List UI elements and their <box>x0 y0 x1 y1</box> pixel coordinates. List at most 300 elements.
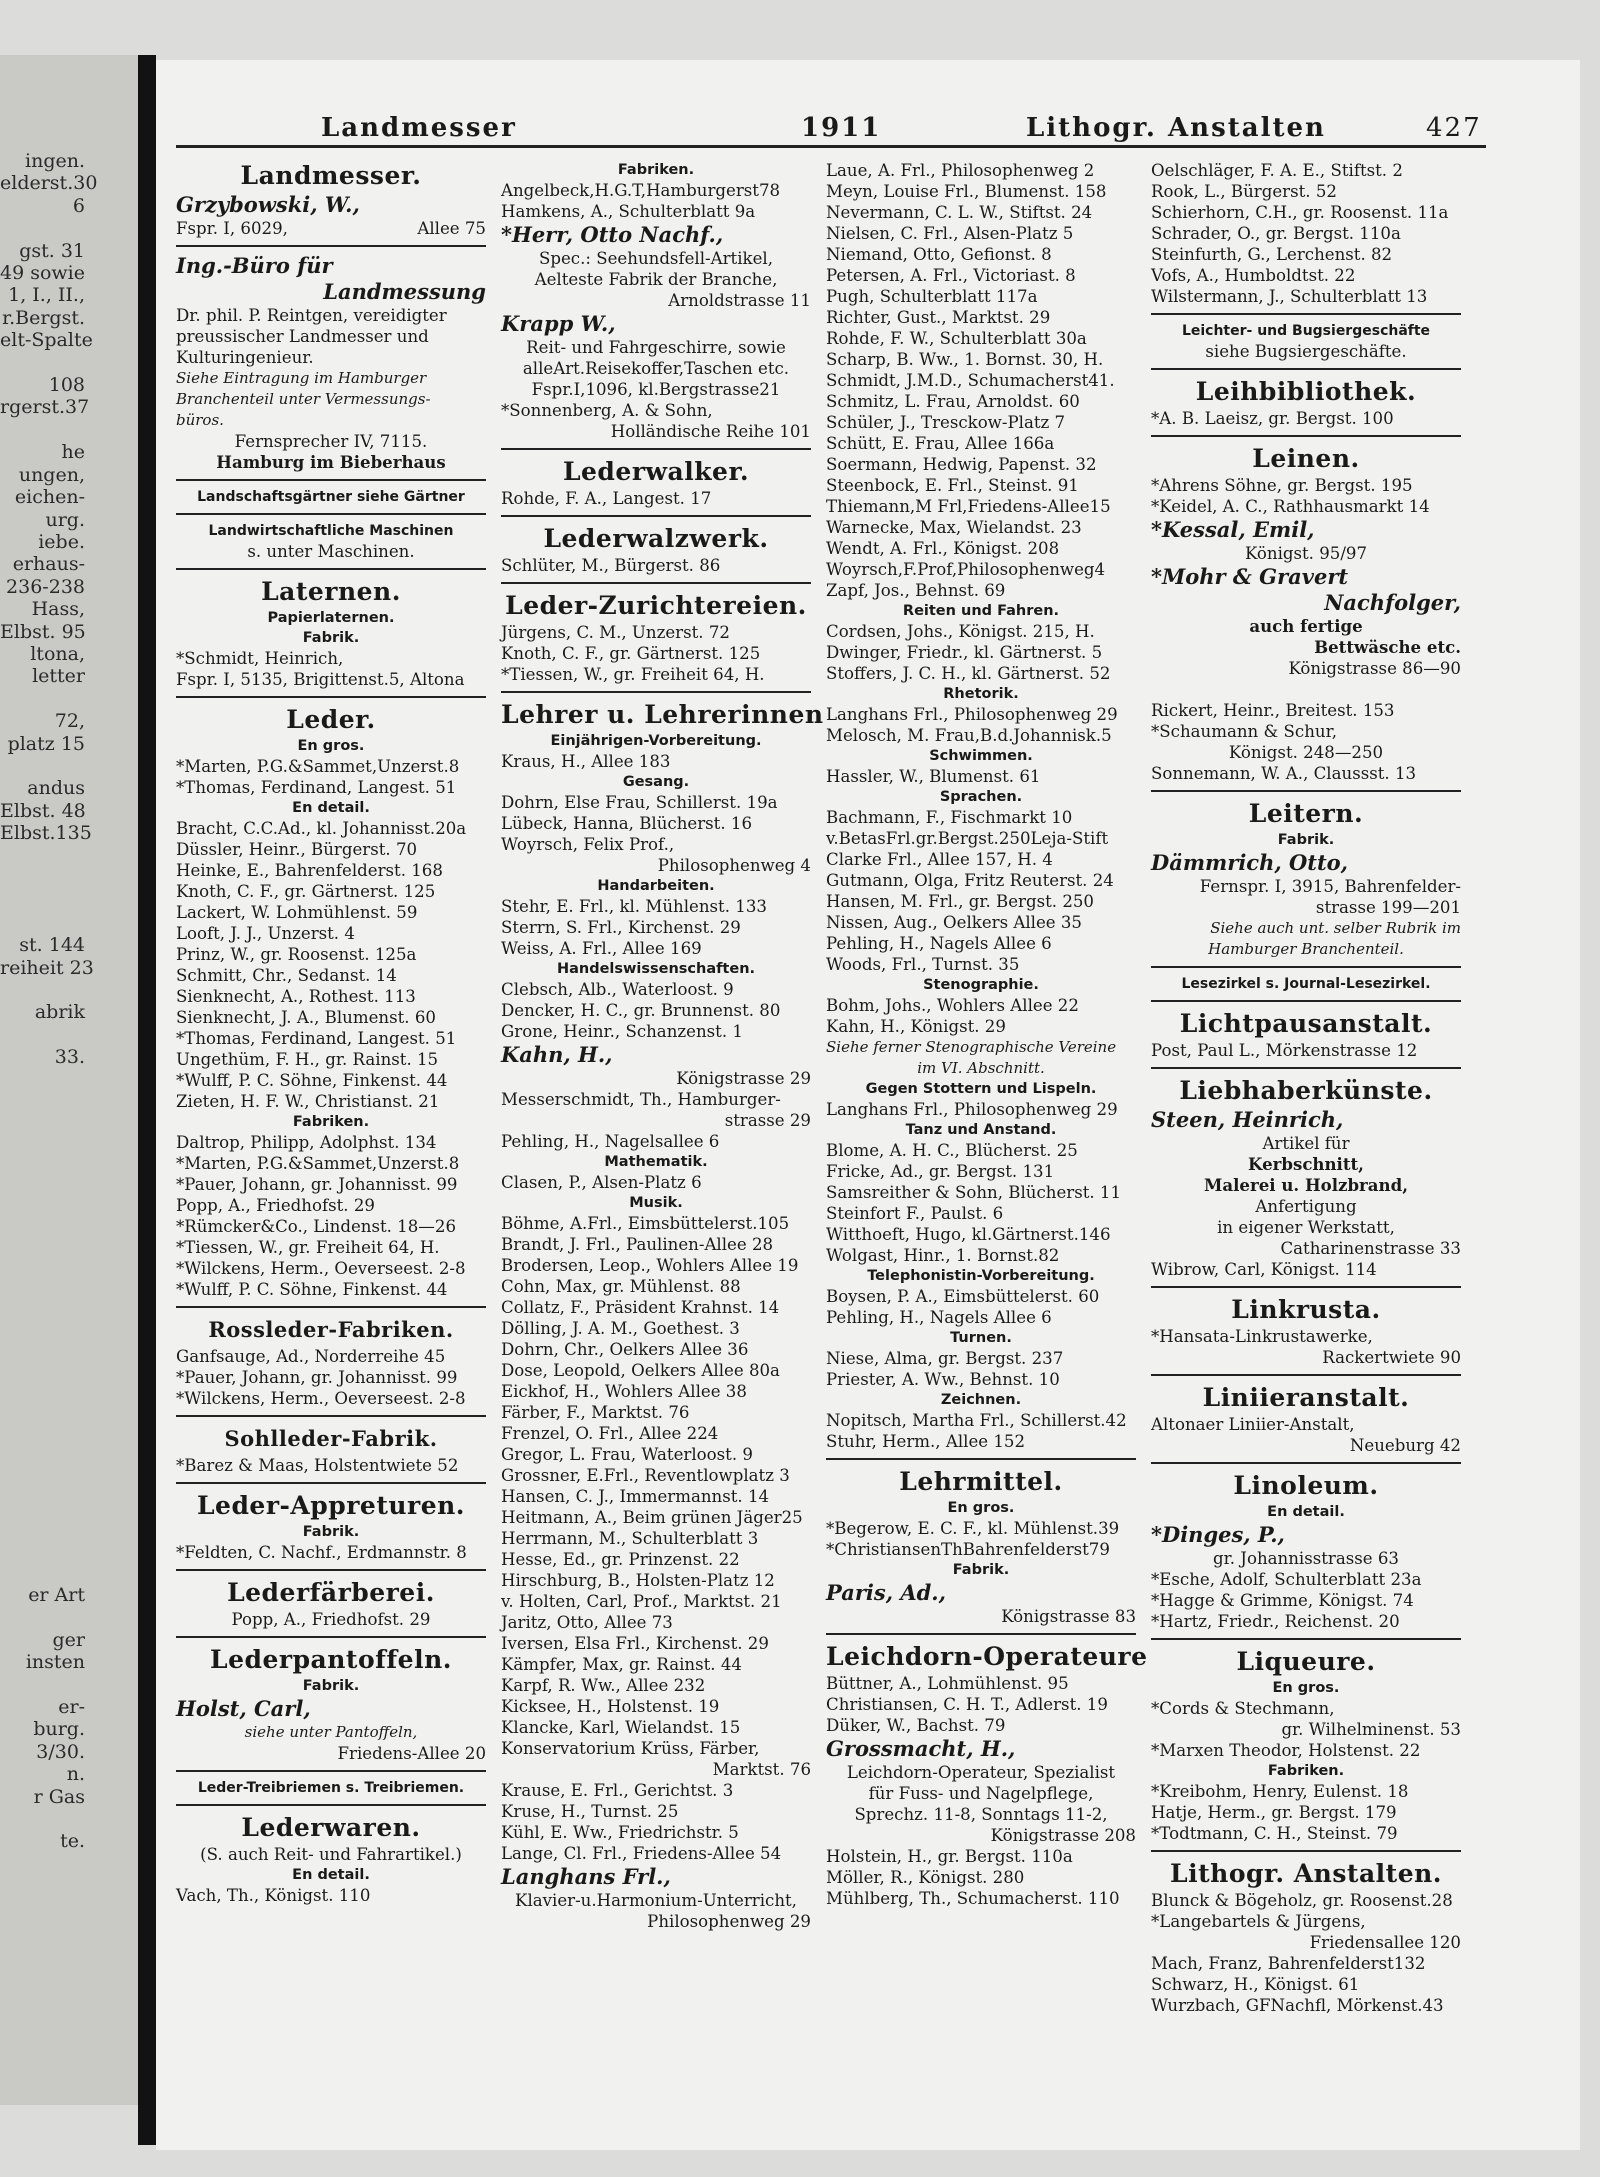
prev-page-line: er- <box>58 1696 85 1719</box>
subsection-label: Fabriken. <box>292 1114 370 1130</box>
prev-page-line: iebe. <box>38 530 85 553</box>
entry-line: Holstein, H., gr. Bergst. 110a <box>826 1847 1073 1866</box>
section-heading: Laternen. <box>261 577 401 606</box>
prev-page-line: ltona, <box>30 642 85 665</box>
entry-line: *A. B. Laeisz, gr. Bergst. 100 <box>1151 409 1394 428</box>
firm-name: *Herr, Otto Nachf., <box>501 222 724 247</box>
subsection-label: Musik. <box>629 1195 683 1211</box>
section-rule <box>176 1415 486 1417</box>
entry-line: Schüler, J., Tresckow-Platz 7 <box>826 413 1066 432</box>
prev-page-line: ungen, <box>18 463 85 486</box>
prev-page-line: Elbst.135 <box>0 822 92 845</box>
firm-name: Grzybowski, W., <box>176 192 360 217</box>
entry-line: Klancke, Karl, Wielandst. 15 <box>501 1718 741 1737</box>
prev-page-line: reiheit 23 <box>0 956 94 979</box>
entry-line: Färber, F., Marktst. 76 <box>501 1403 690 1422</box>
entry-line: Grone, Heinr., Schanzenst. 1 <box>501 1022 743 1041</box>
section-heading: Lederwaren. <box>241 1813 421 1842</box>
prev-page-line <box>0 1405 85 1427</box>
entry-line: Vofs, A., Humboldtst. 22 <box>1151 266 1356 285</box>
entry-line: Richter, Gust., Marktst. 29 <box>826 308 1051 327</box>
entry-line: Nopitsch, Martha Frl., Schillerst.42 <box>826 1411 1127 1430</box>
entry-phone: Fspr. I, 6029, <box>176 219 288 238</box>
entry-line: v.BetasFrl.gr.Bergst.250Leja-Stift <box>826 829 1109 848</box>
entry-line: Hirschburg, B., Holsten-Platz 12 <box>501 1571 775 1590</box>
entry-line: *Cords & Stechmann, <box>1151 1699 1335 1718</box>
emphasis-line: Kerbschnitt, <box>1248 1154 1364 1174</box>
entry-line: Langhans Frl., Philosophenweg 29 <box>826 705 1118 724</box>
entry-line: Friedens-Allee 20 <box>337 1744 486 1763</box>
note-line: Siehe Eintragung im Hamburger <box>176 369 427 387</box>
prev-page-line <box>0 1113 85 1135</box>
entry-line: Steinfurth, G., Lerchenst. 82 <box>1151 245 1393 264</box>
entry-line: *Rümcker&Co., Lindenst. 18—26 <box>176 1217 457 1236</box>
section-heading: Lehrer u. Lehrerinnen <box>501 700 824 729</box>
prev-page-line: 6 <box>72 194 85 217</box>
prev-page-line <box>0 1091 85 1113</box>
prev-page-line: n. <box>66 1763 85 1786</box>
section-heading: Liniieranstalt. <box>1202 1383 1410 1412</box>
prev-page-line <box>0 1315 85 1337</box>
entry-line: *Feldten, C. Nachf., Erdmannstr. 8 <box>176 1543 467 1562</box>
entry-line: *Marxen Theodor, Holstenst. 22 <box>1151 1741 1421 1760</box>
section-heading: Lederwalker. <box>562 457 750 486</box>
entry-line: Bohm, Johs., Wohlers Allee 22 <box>826 996 1079 1015</box>
prev-page-line <box>0 1674 85 1696</box>
section-heading: Linkrusta. <box>1231 1295 1381 1324</box>
section-rule <box>1151 966 1461 968</box>
entry-line: Marktst. 76 <box>712 1760 811 1779</box>
entry-line: Herrmann, M., Schulterblatt 3 <box>501 1529 759 1548</box>
entry-line: Dose, Leopold, Oelkers Allee 80a <box>501 1361 780 1380</box>
subsection-label: En detail. <box>292 800 370 816</box>
prev-page-line <box>0 419 85 441</box>
entry-line: *Hagge & Grimme, Königst. 74 <box>1151 1591 1414 1610</box>
entry-line: Rook, L., Bürgerst. 52 <box>1151 182 1337 201</box>
note-line: siehe unter Pantoffeln, <box>244 1723 418 1741</box>
entry-line: Königstrasse 29 <box>676 1069 811 1088</box>
prev-page-line: 33. <box>54 1046 85 1069</box>
prev-page-line: rgerst.37 <box>0 396 90 419</box>
section-heading: Liqueure. <box>1236 1647 1376 1676</box>
entry-line: Priester, A. Ww., Behnst. 10 <box>826 1370 1060 1389</box>
entry-line: *Kreibohm, Henry, Eulenst. 18 <box>1151 1782 1409 1801</box>
prev-page-line <box>0 1293 85 1315</box>
header-left-keyword: Landmesser <box>321 113 517 143</box>
section-heading: Leitern. <box>1248 799 1364 828</box>
section-rule <box>1151 790 1461 792</box>
entry-line: Ganfsauge, Ad., Norderreihe 45 <box>176 1347 446 1366</box>
entry-line: *Schaumann & Schur, <box>1151 722 1337 741</box>
entry-line: Schlüter, M., Bürgerst. 86 <box>501 556 721 575</box>
note-line: Hamburger Branchenteil. <box>1208 940 1404 958</box>
prev-page-line <box>0 912 85 934</box>
entry-line: alleArt.Reisekoffer,Taschen etc. <box>522 359 790 378</box>
entry-line: Woyrsch, Felix Prof., <box>501 835 675 854</box>
subsection-label: Fabrik. <box>302 630 360 646</box>
entry-line: Mühlberg, Th., Schumacherst. 110 <box>826 1889 1120 1908</box>
previous-page-fragment <box>0 150 98 2000</box>
subsection-label: Stenographie. <box>923 977 1039 993</box>
section-heading: Leinen. <box>1252 444 1360 473</box>
entry-line: Nissen, Aug., Oelkers Allee 35 <box>826 913 1082 932</box>
prev-page-line: elt-Spalte <box>0 329 93 352</box>
section-heading: Lichtpausanstalt. <box>1179 1009 1433 1038</box>
entry-line <box>176 218 486 239</box>
firm-name: Grossmacht, H., <box>826 1736 1016 1761</box>
entry-line: Lange, Cl. Frl., Friedens-Allee 54 <box>501 1844 782 1863</box>
entry-line: Neueburg 42 <box>1349 1436 1461 1455</box>
entry-line: Nielsen, C. Frl., Alsen-Platz 5 <box>826 224 1074 243</box>
entry-line: Prinz, W., gr. Roosenst. 125a <box>176 945 417 964</box>
subsection-label: Fabrik. <box>302 1524 360 1540</box>
entry-line: Wibrow, Carl, Königst. 114 <box>1151 1260 1377 1279</box>
entry-line: *Pauer, Johann, gr. Johannisst. 99 <box>176 1175 458 1194</box>
entry-line: Sterrn, S. Frl., Kirchenst. 29 <box>501 918 741 937</box>
entry-line: Krause, E. Frl., Gerichtst. 3 <box>501 1781 734 1800</box>
section-rule <box>1151 368 1461 370</box>
entry-line: Sienknecht, A., Rothest. 113 <box>176 987 416 1006</box>
prev-page-line: andus <box>27 777 85 800</box>
entry-line: Dencker, H. C., gr. Brunnenst. 80 <box>501 1001 781 1020</box>
entry-line: Königst. 248—250 <box>1228 743 1384 762</box>
prev-page-line <box>0 1606 85 1628</box>
section-heading: Leichdorn-Operateure <box>826 1642 1148 1671</box>
prev-page-line: eichen- <box>14 486 85 509</box>
column-3 <box>826 160 1148 2050</box>
entry-line: für Fuss- und Nagelpflege, <box>868 1784 1094 1803</box>
entry-line: Hansen, C. J., Immermannst. 14 <box>501 1487 770 1506</box>
entry-line: Zapf, Jos., Behnst. 69 <box>826 581 1006 600</box>
entry-line: Clebsch, Alb., Waterloost. 9 <box>501 980 734 999</box>
entry-line: Fernspr. I, 3915, Bahrenfelder- <box>1199 877 1461 896</box>
prev-page-line <box>0 1270 85 1292</box>
subsection-label: Schwimmen. <box>929 748 1033 764</box>
entry-line: Schrader, O., gr. Bergst. 110a <box>1151 224 1401 243</box>
entry-line: *Esche, Adolf, Schulterblatt 23a <box>1151 1570 1422 1589</box>
entry-line: Dohrn, Chr., Oelkers Allee 36 <box>501 1340 749 1359</box>
prev-page-line: urg. <box>45 508 85 531</box>
prev-page-line: 236-238 <box>6 575 85 598</box>
entry-line: Heitmann, A., Beim grünen Jäger25 <box>501 1508 803 1527</box>
entry-line: Holländische Reihe 101 <box>610 422 811 441</box>
entry-line: Artikel für <box>1262 1134 1350 1153</box>
entry-line: *Ahrens Söhne, gr. Bergst. 195 <box>1151 476 1413 495</box>
section-rule <box>1151 1638 1461 1640</box>
entry-line: Popp, A., Friedhofst. 29 <box>231 1610 431 1629</box>
entry-line: *Marten, P.G.&Sammet,Unzerst.8 <box>176 1154 460 1173</box>
entry-line: *Sonnenberg, A. & Sohn, <box>501 401 713 420</box>
entry-address: Allee 75 <box>417 219 486 238</box>
entry-line: Rickert, Heinr., Breitest. 153 <box>1151 701 1395 720</box>
entry-line: Düssler, Heinr., Bürgerst. 70 <box>176 840 418 859</box>
firm-name: Langhans Frl., <box>501 1864 671 1889</box>
section-rule <box>1151 1462 1461 1464</box>
entry-line: Stehr, E. Frl., kl. Mühlenst. 133 <box>501 897 767 916</box>
prev-page-line <box>0 1562 85 1584</box>
subsection-label: Sprachen. <box>939 789 1023 805</box>
section-rule <box>1151 435 1461 437</box>
emphasis-line: Bettwäsche etc. <box>1314 637 1461 657</box>
subsection-label: Fabrik. <box>302 1678 360 1694</box>
prev-page-line: Elbst. 95 <box>0 620 86 643</box>
entry-line: Rohde, F. A., Langest. 17 <box>501 489 712 508</box>
column-4 <box>1151 160 1461 2050</box>
firm-name: Ing.-Büro für <box>176 253 333 278</box>
subsection-label: Gegen Stottern und Lispeln. <box>865 1081 1097 1097</box>
prev-page-line: te. <box>60 1830 85 1853</box>
subsection-label: Einjährigen-Vorbereitung. <box>550 733 762 749</box>
entry-line: Langhans Frl., Philosophenweg 29 <box>826 1100 1118 1119</box>
entry-line: Soermann, Hedwig, Papenst. 32 <box>826 455 1097 474</box>
cross-reference: Leder-Treibriemen s. Treibriemen. <box>197 1780 465 1796</box>
section-heading: Rossleder-Fabriken. <box>208 1317 454 1342</box>
firm-name: *Mohr & Gravert <box>1151 564 1349 589</box>
entry-line: Samsreither & Sohn, Blücherst. 11 <box>826 1183 1122 1202</box>
section-rule <box>176 696 486 698</box>
entry-line: strasse 199—201 <box>1315 898 1461 917</box>
entry-line: Dölling, J. A. M., Goethest. 3 <box>501 1319 740 1338</box>
entry-line: Sienknecht, J. A., Blumenst. 60 <box>176 1008 436 1027</box>
prev-page-line: burg. <box>33 1718 85 1741</box>
firm-name: Steen, Heinrich, <box>1151 1107 1344 1132</box>
section-rule <box>176 1306 486 1308</box>
entry-line: Hesse, Ed., gr. Prinzenst. 22 <box>501 1550 740 1569</box>
prev-page-line: ger <box>52 1628 85 1651</box>
firm-name: Landmessung <box>323 279 486 304</box>
prev-page-line: r Gas <box>33 1785 85 1808</box>
prev-page-line: er Art <box>28 1584 85 1606</box>
prev-page-line: 1, I., II., <box>8 284 85 307</box>
entry-line: Blome, A. H. C., Blücherst. 25 <box>826 1141 1078 1160</box>
prev-page-line: 72, <box>54 710 85 733</box>
section-rule <box>176 1770 486 1772</box>
entry-line: Looft, J. J., Unzerst. 4 <box>176 924 355 943</box>
entry-line: Hatje, Herm., gr. Bergst. 179 <box>1151 1803 1397 1822</box>
entry-line: v. Holten, Carl, Prof., Marktst. 21 <box>501 1592 782 1611</box>
prev-page-line: 108 <box>48 374 85 397</box>
entry-line: (S. auch Reit- und Fahrartikel.) <box>200 1845 462 1864</box>
entry-line: Philosophenweg 29 <box>647 1912 811 1931</box>
entry-line: Klavier-u.Harmonium-Unterricht, <box>515 1891 797 1910</box>
entry-line: Königst. 95/97 <box>1244 544 1368 563</box>
prev-page-line: Elbst. 48 <box>0 799 86 822</box>
entry-line: Fspr. I, 5135, Brigittenst.5, Altona <box>176 670 465 689</box>
entry-line: Kruse, H., Turnst. 25 <box>501 1802 679 1821</box>
entry-line: Pehling, H., Nagels Allee 6 <box>826 934 1052 953</box>
entry-line: Stuhr, Herm., Allee 152 <box>826 1432 1026 1451</box>
entry-line: Steinfort F., Paulst. 6 <box>826 1204 1004 1223</box>
entry-line: *Wilckens, Herm., Oeverseest. 2-8 <box>176 1389 466 1408</box>
entry-line: Boysen, P. A., Eimsbüttelerst. 60 <box>826 1287 1100 1306</box>
prev-page-line <box>0 1203 85 1225</box>
prev-page-line: 49 sowie <box>0 262 85 285</box>
entry-line: Königstrasse 208 <box>990 1826 1136 1845</box>
section-rule <box>176 1804 486 1806</box>
section-heading: Lederfärberei. <box>227 1578 435 1607</box>
entry-line: Niemand, Otto, Gefionst. 8 <box>826 245 1052 264</box>
subsection-label: Gesang. <box>622 774 690 790</box>
entry-line: Warnecke, Max, Wielandst. 23 <box>826 518 1082 537</box>
section-rule <box>1151 1067 1461 1069</box>
subsection-label: En gros. <box>947 1500 1015 1516</box>
prev-page-line <box>0 1450 85 1472</box>
entry-line: Gregor, L. Frau, Waterloost. 9 <box>501 1445 753 1464</box>
header-right-keyword: Lithogr. Anstalten <box>1026 113 1326 143</box>
entry-line <box>1151 679 1461 700</box>
prev-page-line <box>0 1069 85 1091</box>
entry-line: Heinke, E., Bahrenfelderst. 168 <box>176 861 443 880</box>
entry-line: Blunck & Bögeholz, gr. Roosenst.28 <box>1151 1891 1453 1910</box>
section-heading: Leder-Appreturen. <box>196 1491 466 1520</box>
entry-line: *Begerow, E. C. F., kl. Mühlenst.39 <box>826 1519 1120 1538</box>
prev-page-line <box>0 1158 85 1180</box>
entry-line: *Wilckens, Herm., Oeverseest. 2-8 <box>176 1259 466 1278</box>
section-heading: Lederwalzwerk. <box>543 524 769 553</box>
section-rule <box>826 1458 1136 1460</box>
subsection-label: Handelswissenschaften. <box>556 961 756 977</box>
entry-line: *Wulff, P. C. Söhne, Finkenst. 44 <box>176 1280 448 1299</box>
entry-line: Philosophenweg 4 <box>657 856 811 875</box>
subsection-label: Fabrik. <box>952 1562 1010 1578</box>
entry-line: Woods, Frl., Turnst. 35 <box>826 955 1020 974</box>
entry-line: Hassler, W., Blumenst. 61 <box>826 767 1041 786</box>
section-heading: Leder-Zurichtereien. <box>505 591 807 620</box>
entry-line: Bachmann, F., Fischmarkt 10 <box>826 808 1073 827</box>
entry-line: Kicksee, H., Holstenst. 19 <box>501 1697 720 1716</box>
entry-line: Sprechz. 11-8, Sonntags 11-2, <box>854 1805 1108 1824</box>
entry-line: Daltrop, Philipp, Adolphst. 134 <box>176 1133 437 1152</box>
entry-line: Arnoldstrasse 11 <box>668 291 811 310</box>
entry-line: Büttner, A., Lohmühlenst. 95 <box>826 1674 1069 1693</box>
entry-line: Thiemann,M Frl,Friedens-Allee15 <box>826 497 1111 516</box>
entry-line: Wilstermann, J., Schulterblatt 13 <box>1151 287 1428 306</box>
subsection-label: Papierlaternen. <box>267 610 395 626</box>
note-line: büros. <box>176 411 224 429</box>
section-heading: Lederpantoffeln. <box>210 1645 452 1674</box>
entry-line: Möller, R., Königst. 280 <box>826 1868 1025 1887</box>
section-heading: Landmesser. <box>240 161 422 190</box>
cross-reference: Landwirtschaftliche Maschinen <box>208 523 454 539</box>
firm-name: Paris, Ad., <box>826 1580 946 1605</box>
prev-page-line: erhaus- <box>12 553 85 576</box>
entry-line: Schütt, E. Frau, Allee 166a <box>826 434 1055 453</box>
subsection-label: Reiten und Fahren. <box>902 603 1060 619</box>
prev-page-line <box>0 352 85 374</box>
subsection-label: Fabrik. <box>1277 832 1335 848</box>
directory-page <box>156 60 1580 2150</box>
entry-line: preussischer Landmesser und <box>176 327 429 346</box>
prev-page-line: Hass, <box>31 598 85 621</box>
entry-line: s. unter Maschinen. <box>247 542 415 561</box>
entry-line: Niese, Alma, gr. Bergst. 237 <box>826 1349 1064 1368</box>
section-rule <box>176 479 486 481</box>
entry-line: Rackertwiete 90 <box>1322 1348 1461 1367</box>
entry-line: Kahn, H., Königst. 29 <box>826 1017 1006 1036</box>
entry-line: Rohde, F. W., Schulterblatt 30a <box>826 329 1087 348</box>
entry-line: Eickhof, H., Wohlers Allee 38 <box>501 1382 747 1401</box>
page-number: 427 <box>1426 113 1482 143</box>
prev-page-line: elderst.30 <box>0 172 98 195</box>
subsection-label: Tanz und Anstand. <box>905 1122 1057 1138</box>
prev-page-line <box>0 1382 85 1404</box>
header-year: 1911 <box>801 113 882 143</box>
entry-line: Cohn, Max, gr. Mühlenst. 88 <box>501 1277 741 1296</box>
entry-line: *Marten, P.G.&Sammet,Unzerst.8 <box>176 757 460 776</box>
entry-line: Lackert, W. Lohmühlenst. 59 <box>176 903 418 922</box>
subsection-label: Telephonistin-Vorbereitung. <box>867 1268 1095 1284</box>
prev-page-line: 3/30. <box>36 1740 85 1763</box>
prev-page-line: ingen. <box>25 150 85 172</box>
entry-line: Dohrn, Else Frau, Schillerst. 19a <box>501 793 778 812</box>
entry-line: *Hartz, Friedr., Reichenst. 20 <box>1151 1612 1400 1631</box>
firm-name: Dämmrich, Otto, <box>1151 850 1348 875</box>
firm-name: Krapp W., <box>501 311 616 336</box>
note-line: im VI. Abschnitt. <box>917 1059 1045 1077</box>
prev-page-line <box>0 1136 85 1158</box>
entry-line: Brandt, J. Frl., Paulinen-Allee 28 <box>501 1235 774 1254</box>
firm-name: *Kessal, Emil, <box>1151 517 1315 542</box>
prev-page-line <box>0 1472 85 1494</box>
section-heading: Leihbibliothek. <box>1195 377 1417 406</box>
entry-line: Wolgast, Hinr., 1. Bornst.82 <box>826 1246 1060 1265</box>
entry-line: Hamkens, A., Schulterblatt 9a <box>501 202 756 221</box>
entry-line: Düker, W., Bachst. 79 <box>826 1716 1006 1735</box>
cross-reference: Leichter- und Bugsiergeschäfte <box>1181 323 1431 339</box>
subsection-label: Turnen. <box>950 1330 1012 1346</box>
prev-page-line <box>0 1494 85 1516</box>
entry-line: Königstrasse 83 <box>1001 1607 1136 1626</box>
entry-line: siehe Bugsiergeschäfte. <box>1205 342 1407 361</box>
subsection-label: Zeichnen. <box>940 1392 1022 1408</box>
section-heading: Lehrmittel. <box>899 1467 1063 1496</box>
entry-line: Pehling, H., Nagelsallee 6 <box>501 1132 720 1151</box>
section-rule <box>1151 1000 1461 1002</box>
subsection-label: Fabriken. <box>1267 1763 1345 1779</box>
entry-line: Vach, Th., Königst. 110 <box>176 1886 371 1905</box>
entry-line: Post, Paul L., Mörkenstrasse 12 <box>1151 1041 1418 1060</box>
entry-line: Fspr.I,1096, kl.Bergstrasse21 <box>531 380 781 399</box>
entry-line: Böhme, A.Frl., Eimsbüttelerst.105 <box>501 1214 790 1233</box>
entry-line: *Tiessen, W., gr. Freiheit 64, H. <box>501 665 765 684</box>
entry-line: Knoth, C. F., gr. Gärtnerst. 125 <box>176 882 436 901</box>
entry-line: Kämpfer, Max, gr. Rainst. 44 <box>501 1655 742 1674</box>
prev-page-line <box>0 1360 85 1382</box>
prev-page-line <box>0 845 85 867</box>
emphasis-line: auch fertige <box>1249 616 1363 636</box>
section-heading: Linoleum. <box>1233 1471 1379 1500</box>
section-heading: Liebhaberkünste. <box>1179 1076 1433 1105</box>
entry-line: Knoth, C. F., gr. Gärtnerst. 125 <box>501 644 761 663</box>
entry-line: Kulturingenieur. <box>176 348 314 367</box>
entry-line: Brodersen, Leop., Wohlers Allee 19 <box>501 1256 799 1275</box>
entry-line: Witthoeft, Hugo, kl.Gärtnerst.146 <box>826 1225 1111 1244</box>
note-line: Branchenteil unter Vermessungs- <box>176 390 431 408</box>
section-rule <box>1151 1850 1461 1852</box>
prev-page-line <box>0 867 85 889</box>
entry-line: Popp, A., Friedhofst. 29 <box>176 1196 375 1215</box>
entry-line: Spec.: Seehundsfell-Artikel, <box>539 249 773 268</box>
entry-line: Dwinger, Friedr., kl. Gärtnerst. 5 <box>826 643 1103 662</box>
entry-line: Wendt, A. Frl., Königst. 208 <box>826 539 1060 558</box>
entry-line: *Thomas, Ferdinand, Langest. 51 <box>176 1029 457 1048</box>
prev-page-line: abrik <box>34 1001 85 1024</box>
entry-line: *ChristiansenThBahrenfelderst79 <box>826 1540 1110 1559</box>
entry-line: in eigener Werkstatt, <box>1217 1218 1395 1237</box>
note-line: Siehe ferner Stenographische Vereine <box>826 1038 1117 1056</box>
section-rule <box>176 1569 486 1571</box>
section-rule <box>176 513 486 515</box>
